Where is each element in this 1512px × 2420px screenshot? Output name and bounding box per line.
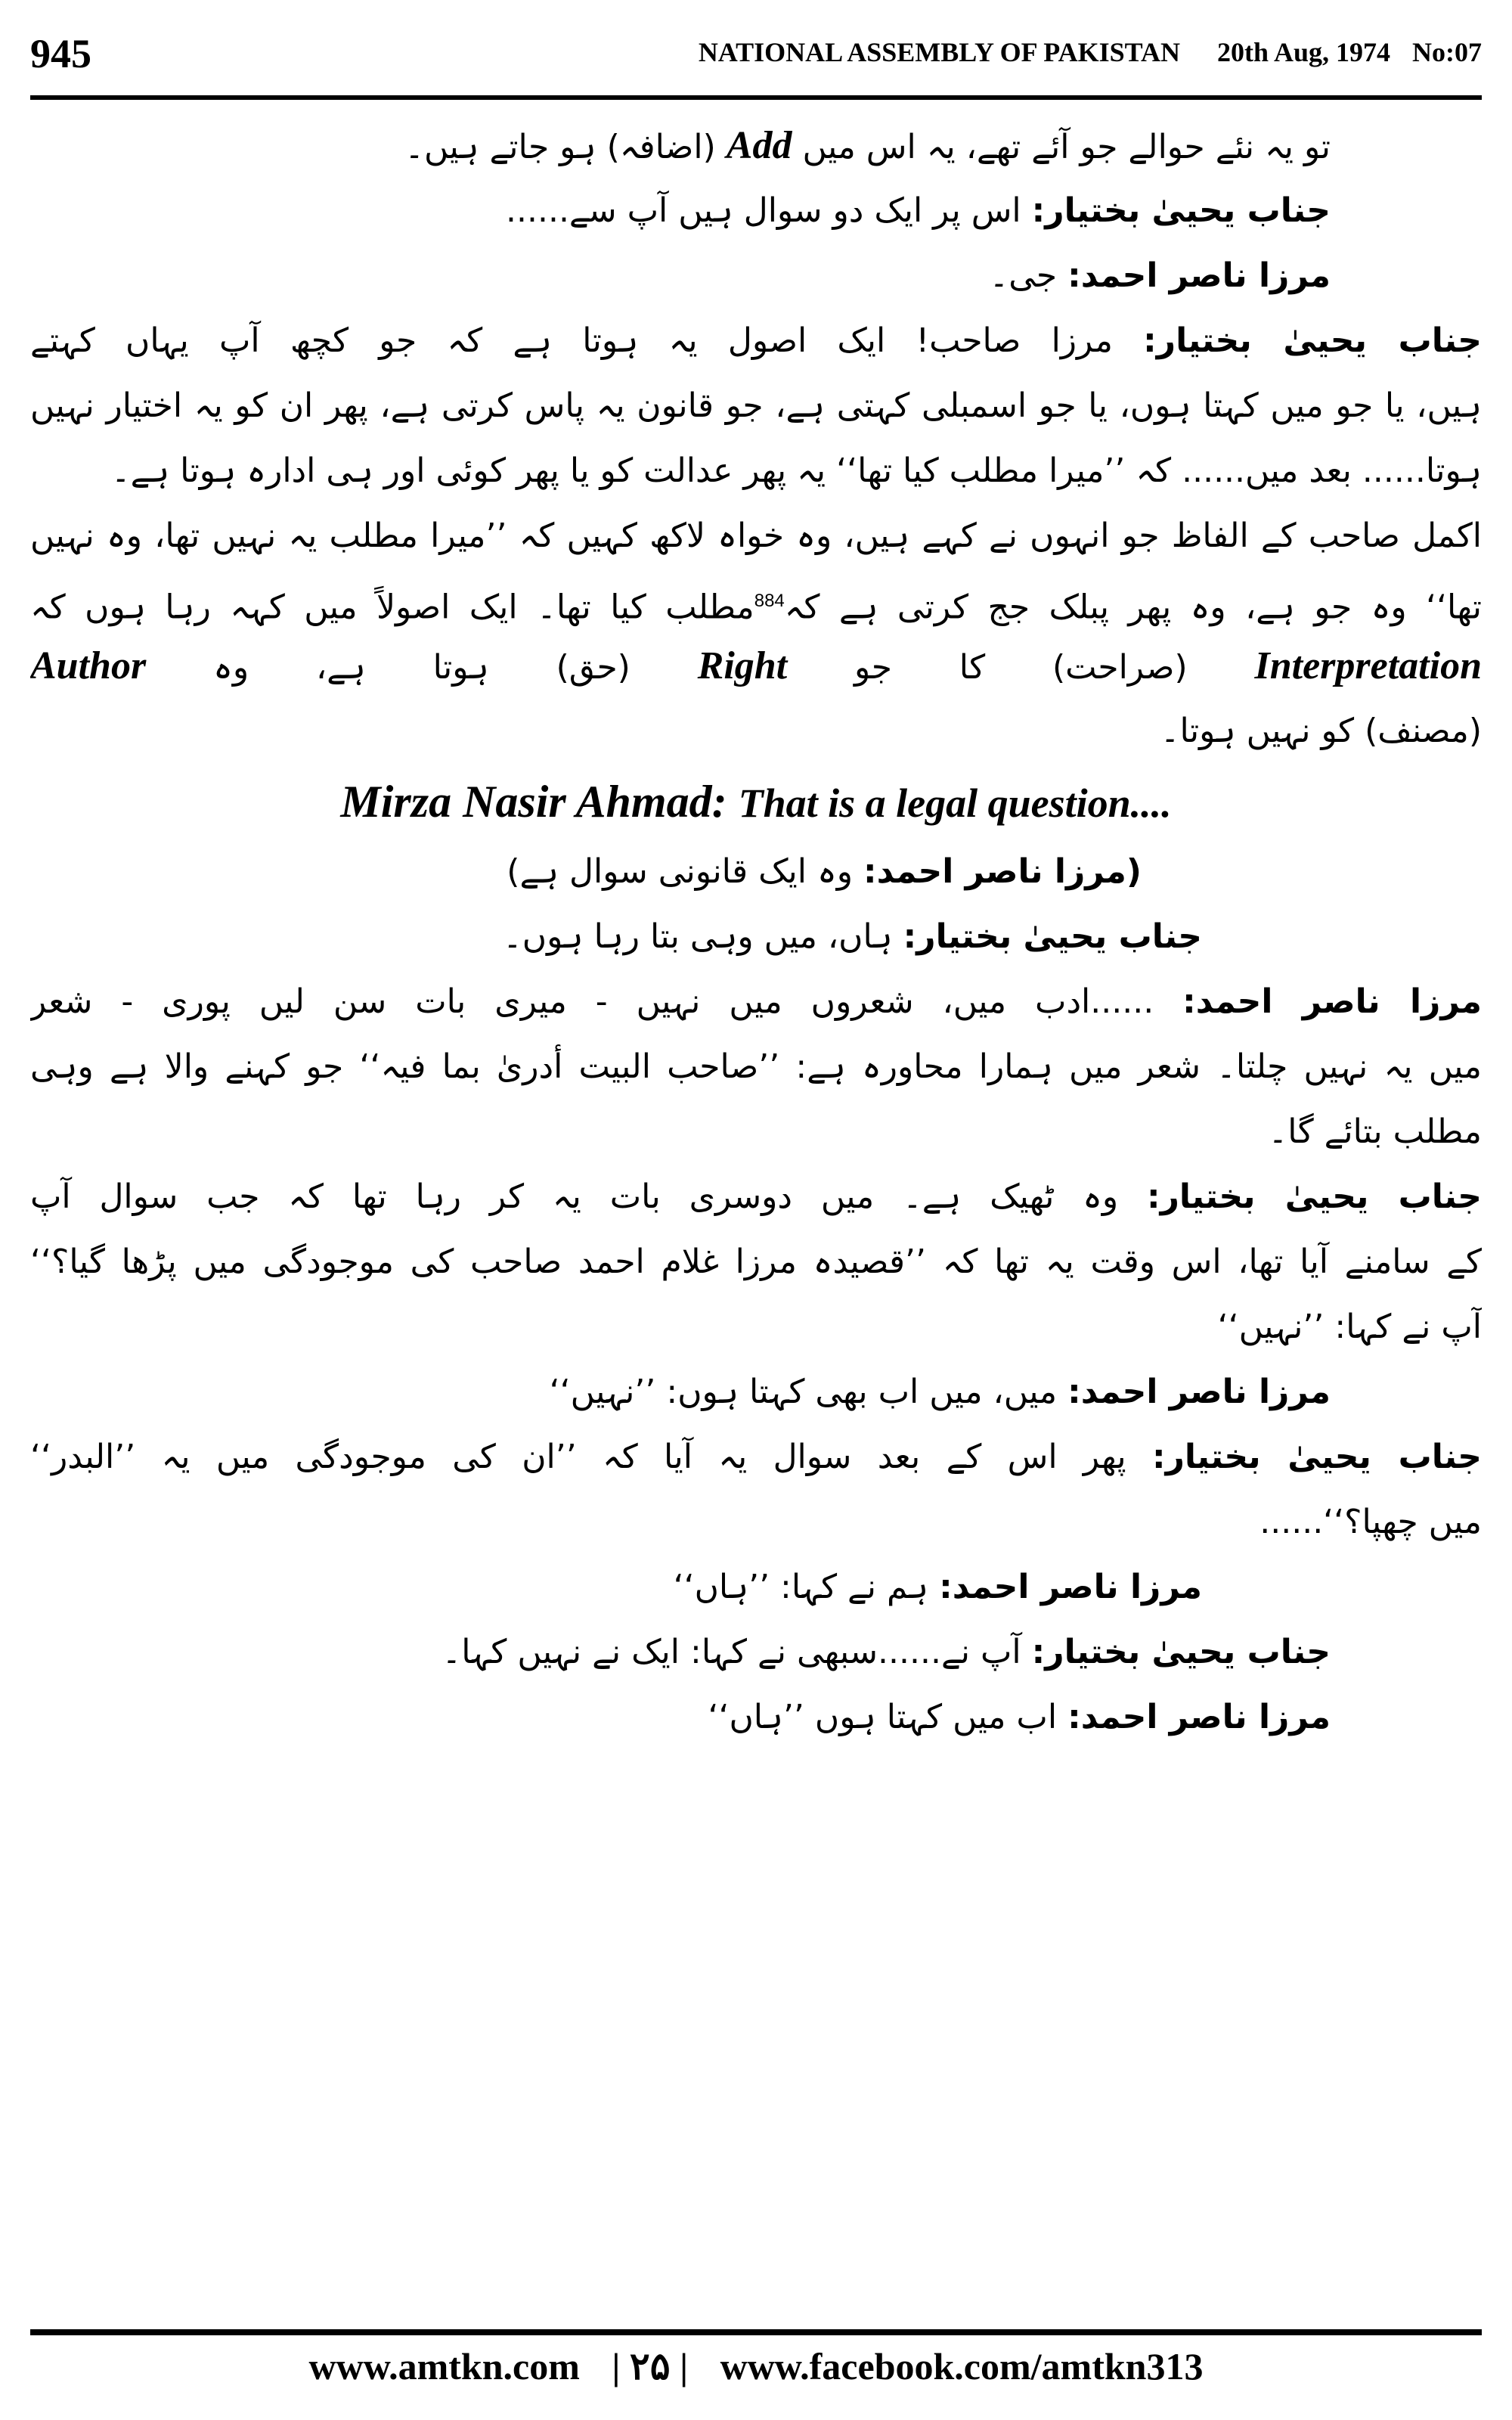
line-text: مرزا صاحب! ایک اصول یہ ہوتا ہے کہ جو کچھ آپ یہاں کہتے: [30, 321, 1113, 360]
english-term: Interpretation: [1254, 644, 1482, 687]
text-line: [30, 1230, 1482, 1295]
line-text: مطلب کیا تھا۔ ایک اصولاً میں کہہ رہا ہوں کہ: [30, 588, 754, 627]
line-text: (مصنف) کو نہیں ہوتا۔: [1160, 712, 1482, 750]
english-term: Right: [697, 644, 788, 687]
line-text: میں، میں اب بھی کہتا ہوں: ’’نہیں‘‘: [549, 1373, 1058, 1411]
footer-page-number: | ۲۵ |: [612, 2345, 689, 2387]
page-number: 945: [30, 31, 91, 76]
line-text: آپ نے کہا: ’’نہیں‘‘: [1217, 1308, 1482, 1346]
text-line: [30, 970, 1482, 1035]
text-line: [30, 634, 1482, 699]
speaker-name: (مرزا ناصر احمد:: [863, 852, 1142, 891]
line-text: ......ادب میں، شعروں میں نہیں - میری بات سن لیں پوری - شعر: [30, 982, 1154, 1021]
text-line: [30, 309, 1482, 374]
speaker-name: جناب یحییٰ بختیار:: [1151, 1438, 1482, 1476]
line-text: میں چھپا؟‘‘......: [1259, 1503, 1482, 1541]
text-line: [30, 113, 1482, 178]
line-text: That is a legal question....: [738, 780, 1172, 826]
text-line: [30, 1425, 1482, 1490]
text-line: [30, 504, 1482, 569]
line-text: تو یہ نئے حوالے جو آئے تھے، یہ اس میں: [802, 128, 1331, 166]
line-text: پھر اس کے بعد سوال یہ آیا کہ ’’ان کی موجودگی میں یہ ’’البدر‘‘: [30, 1438, 1126, 1476]
line-text: اب میں کہتا ہوں ’’ہاں‘‘: [708, 1698, 1058, 1736]
speaker-name: مرزا ناصر احمد:: [1067, 1698, 1331, 1736]
line-text: ہیں، یا جو میں کہتا ہوں، یا جو اسمبلی کہتی ہے، جو قانون یہ پاس کرتی ہے، پھر ان کو یہ اختیار نہیں: [30, 386, 1482, 425]
page-header: [30, 30, 1482, 91]
line-text: مطلب بتائے گا۔: [1268, 1112, 1482, 1151]
header-rule: [30, 95, 1482, 100]
speaker-name: جناب یحییٰ بختیار:: [1146, 1177, 1482, 1216]
transcript-body: [30, 113, 1482, 1750]
text-line: [30, 1295, 1482, 1360]
text-line: [30, 1685, 1482, 1750]
line-text: (صراحت) کا جو: [854, 648, 1188, 687]
text-line: [30, 244, 1482, 309]
text-line: [30, 439, 1482, 504]
text-line: [30, 374, 1482, 439]
line-text: جی۔: [989, 256, 1058, 295]
line-text: ہم نے کہا: ’’ہاں‘‘: [673, 1568, 929, 1606]
line-text: (حق) ہوتا ہے، وہ: [213, 648, 631, 687]
footer-rule: [30, 2329, 1482, 2335]
speaker-name: Mirza Nasir Ahmad:: [340, 777, 727, 827]
english-term: Add: [726, 124, 792, 167]
text-line: [30, 699, 1482, 764]
speaker-name: مرزا ناصر احمد:: [939, 1568, 1202, 1606]
line-text: کے سامنے آیا تھا، اس وقت یہ تھا کہ ’’قصیدہ مرزا غلام احمد صاحب کی موجودگی میں پڑھا گیا؟‘‘: [30, 1243, 1482, 1281]
english-line: [30, 764, 1482, 839]
text-line: [30, 569, 1482, 634]
speaker-name: مرزا ناصر احمد:: [1067, 256, 1331, 295]
header-date: 20th Aug, 1974: [1216, 37, 1390, 67]
footer-website-link[interactable]: www.amtkn.com: [308, 2345, 580, 2387]
header-issue: No:07: [1412, 37, 1482, 67]
line-text: میں یہ نہیں چلتا۔ شعر میں ہمارا محاورہ ہے: ’’صاحب البیت أدریٰ بما فیہ‘‘ جو کہنے والا ہے وہی: [30, 1047, 1482, 1086]
line-text: وہ ایک قانونی سوال ہے): [507, 852, 853, 891]
page-footer: [30, 2344, 1482, 2405]
speaker-name: جناب یحییٰ بختیار:: [1031, 1633, 1331, 1671]
text-line: [30, 1620, 1482, 1685]
header-title: NATIONAL ASSEMBLY OF PAKISTAN: [698, 37, 1180, 67]
text-line: [30, 1360, 1482, 1425]
text-line: [30, 1100, 1482, 1165]
speaker-name: مرزا ناصر احمد:: [1182, 982, 1482, 1021]
header-info: [668, 36, 1482, 68]
speaker-name: جناب یحییٰ بختیار:: [1031, 191, 1331, 230]
line-text: آپ نے......سبھی نے کہا: ایک نے نہیں کہا۔: [442, 1633, 1021, 1671]
line-text: اس پر ایک دو سوال ہیں آپ سے......: [506, 191, 1021, 230]
footer-facebook-link[interactable]: www.facebook.com/amtkn313: [720, 2345, 1204, 2387]
text-line: [30, 1555, 1482, 1620]
text-line: [30, 904, 1482, 970]
text-line: [30, 1035, 1482, 1100]
text-line: [30, 1490, 1482, 1555]
text-line: [30, 839, 1482, 904]
page-reference: 884: [754, 591, 785, 611]
speaker-name: جناب یحییٰ بختیار:: [903, 917, 1202, 956]
line-text: وہ ٹھیک ہے۔ میں دوسری بات یہ کر رہا تھا کہ جب سوال آپ: [30, 1177, 1119, 1216]
line-text: ہوتا...... بعد میں...... کہ ’’میرا مطلب کیا تھا‘‘ یہ پھر عدالت کو یا پھر کوئی اور ہی ادارہ ہوتا ہے۔: [110, 451, 1482, 490]
line-text: تھا‘‘ وہ جو ہے، وہ پھر پبلک جج کرتی ہے کہ: [784, 588, 1482, 627]
speaker-name: مرزا ناصر احمد:: [1067, 1373, 1331, 1411]
text-line: [30, 1165, 1482, 1230]
speaker-name: جناب یحییٰ بختیار:: [1143, 321, 1482, 360]
text-line: [30, 178, 1482, 244]
line-text: (اضافہ) ہو جاتے ہیں۔: [404, 128, 716, 166]
english-term: Author: [30, 644, 147, 687]
line-text: اکمل صاحب کے الفاظ جو انہوں نے کہے ہیں، وہ خواہ لاکھ کہیں کہ ’’میرا مطلب یہ نہیں تھا، وہ نہیں: [30, 517, 1482, 555]
line-text: ہاں، میں وہی بتا رہا ہوں۔: [502, 917, 893, 956]
